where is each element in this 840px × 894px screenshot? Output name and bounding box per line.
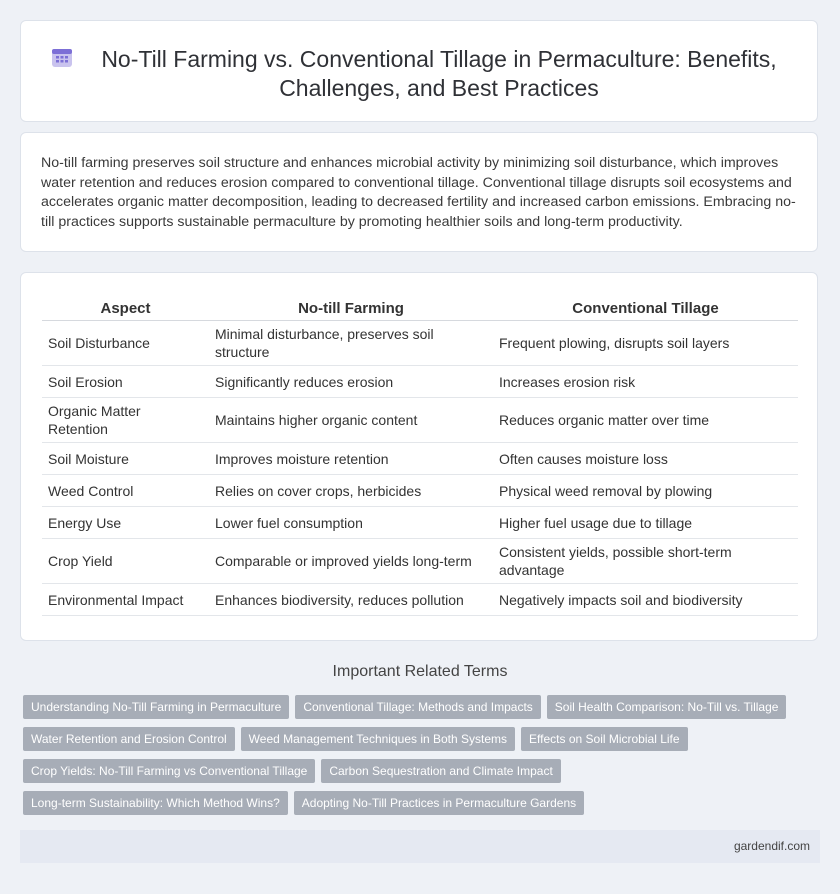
comparison-card	[20, 272, 818, 641]
conventional-cell: Reduces organic matter over time	[493, 398, 798, 443]
related-term-tag[interactable]: Long-term Sustainability: Which Method Wins?	[23, 791, 288, 815]
aspect-cell: Energy Use	[42, 507, 209, 539]
table-row	[42, 366, 798, 398]
no-till-cell: Minimal disturbance, preserves soil structure	[209, 321, 493, 366]
conventional-cell: Increases erosion risk	[493, 366, 798, 398]
header-card	[20, 20, 818, 122]
conventional-cell: Negatively impacts soil and biodiversity	[493, 584, 798, 616]
page-title: No-Till Farming vs. Conventional Tillage in Permaculture: Benefits, Challenges, and Best Practices	[101, 46, 777, 101]
intro-paragraph: No-till farming preserves soil structure and enhances microbial activity by minimizing soil disturbance, which improves water retention and reduces erosion compared to conventional tillage. Conventional tillage disrupts soil ecosystems and accelerates organic matter decomposition, leading to decreased fertility and increased carbon emissions. Embracing no-till practices supports sustainable permaculture by promoting healthier soils and long-term productivity.	[41, 155, 796, 230]
aspect-cell: Soil Disturbance	[42, 321, 209, 366]
conventional-cell: Often causes moisture loss	[493, 443, 798, 475]
table-row	[42, 321, 798, 366]
related-terms-list	[23, 695, 823, 823]
no-till-cell: Enhances biodiversity, reduces pollution	[209, 584, 493, 616]
comparison-table	[42, 296, 798, 616]
related-term-tag[interactable]: Crop Yields: No-Till Farming vs Conventional Tillage	[23, 759, 315, 783]
related-terms-title: Important Related Terms	[332, 663, 508, 680]
no-till-cell: Significantly reduces erosion	[209, 366, 493, 398]
related-term-tag[interactable]: Carbon Sequestration and Climate Impact	[321, 759, 560, 783]
aspect-cell: Soil Moisture	[42, 443, 209, 475]
no-till-cell: Maintains higher organic content	[209, 398, 493, 443]
conventional-cell: Higher fuel usage due to tillage	[493, 507, 798, 539]
footer	[20, 830, 820, 863]
aspect-cell: Weed Control	[42, 475, 209, 507]
aspect-cell: Environmental Impact	[42, 584, 209, 616]
aspect-cell: Crop Yield	[42, 539, 209, 584]
header-no-till: No-till Farming	[209, 296, 493, 321]
table-row	[42, 443, 798, 475]
aspect-cell: Soil Erosion	[42, 366, 209, 398]
conventional-cell: Physical weed removal by plowing	[493, 475, 798, 507]
header-conventional: Conventional Tillage	[493, 296, 798, 321]
no-till-cell: Improves moisture retention	[209, 443, 493, 475]
conventional-cell: Frequent plowing, disrupts soil layers	[493, 321, 798, 366]
no-till-cell: Lower fuel consumption	[209, 507, 493, 539]
related-term-tag[interactable]: Adopting No-Till Practices in Permaculture Gardens	[294, 791, 584, 815]
related-term-tag[interactable]: Effects on Soil Microbial Life	[521, 727, 688, 751]
table-header-row	[42, 296, 798, 321]
no-till-cell: Comparable or improved yields long-term	[209, 539, 493, 584]
aspect-cell: Organic Matter Retention	[42, 398, 209, 443]
table-row	[42, 507, 798, 539]
related-term-tag[interactable]: Understanding No-Till Farming in Permaculture	[23, 695, 289, 719]
related-term-tag[interactable]: Water Retention and Erosion Control	[23, 727, 235, 751]
table-row	[42, 539, 798, 584]
header-aspect: Aspect	[42, 296, 209, 321]
table-row	[42, 584, 798, 616]
intro-card	[20, 132, 818, 252]
related-term-tag[interactable]: Weed Management Techniques in Both Systems	[241, 727, 515, 751]
table-row	[42, 398, 798, 443]
related-term-tag[interactable]: Soil Health Comparison: No-Till vs. Tillage	[547, 695, 787, 719]
related-term-tag[interactable]: Conventional Tillage: Methods and Impacts	[295, 695, 540, 719]
footer-site-link[interactable]: gardendif.com	[733, 839, 810, 853]
conventional-cell: Consistent yields, possible short-term advantage	[493, 539, 798, 584]
table-row	[42, 475, 798, 507]
no-till-cell: Relies on cover crops, herbicides	[209, 475, 493, 507]
